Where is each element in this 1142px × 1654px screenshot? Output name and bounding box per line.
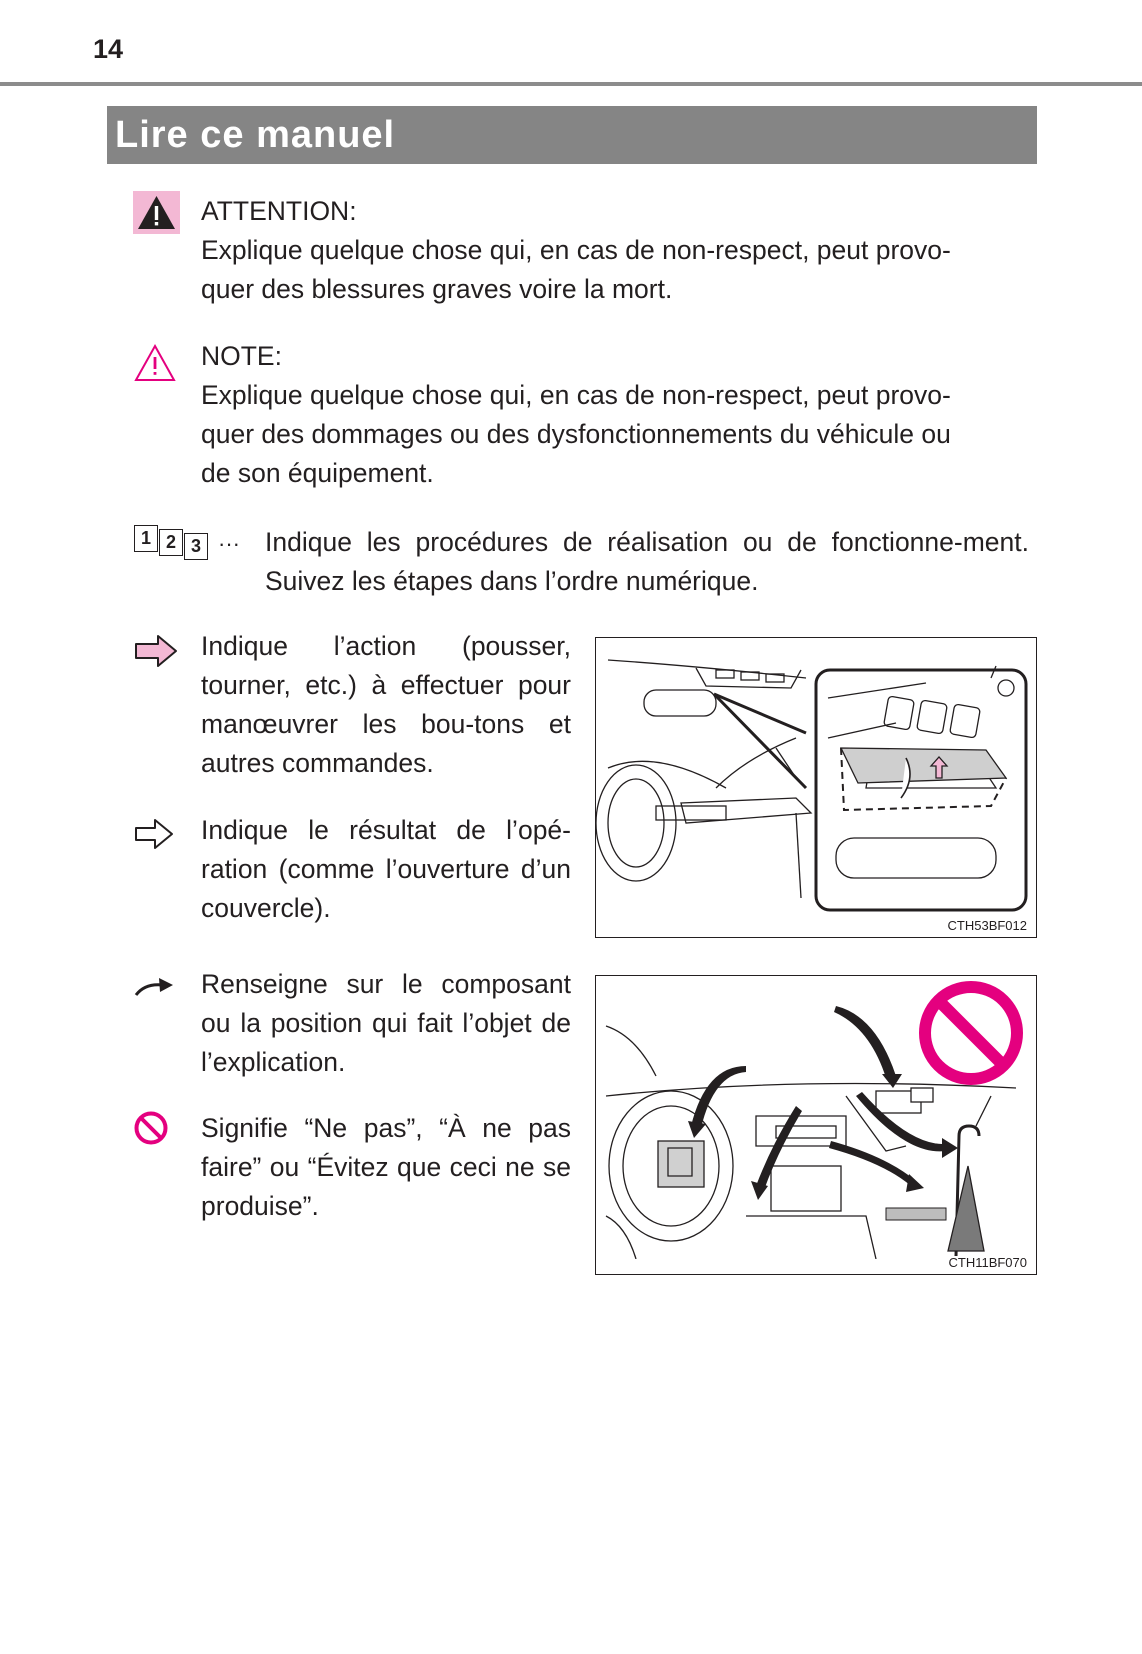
section-title-bar (107, 106, 1037, 164)
result-arrow-icon (133, 817, 175, 851)
note-icon (133, 343, 177, 383)
figure-dashboard-prohibited (595, 975, 1037, 1275)
note-line-1: Explique quelque chose qui, en cas de non-respect, peut provo- (201, 380, 951, 410)
prohibited-icon (133, 1110, 169, 1146)
component-arrow-icon (133, 975, 175, 999)
step-number-3: 3 (190, 536, 201, 556)
attention-line-2: quer des blessures graves voire la mort. (201, 274, 673, 304)
page-number: 14 (93, 34, 124, 64)
note-line-3: de son équipement. (201, 458, 434, 488)
prohibited-text: Signifie “Ne pas”, “À ne pas faire” ou “Évitez que ceci ne se produise”. (201, 1113, 571, 1221)
warning-icon (133, 191, 180, 234)
figure-2-code: CTH11BF070 (948, 1255, 1027, 1270)
action-arrow-icon (133, 633, 179, 669)
step-box-1 (134, 525, 158, 552)
note-line-2: quer des dommages ou des dysfonctionnements du véhicule ou (201, 419, 951, 449)
attention-heading: ATTENTION: (201, 196, 357, 226)
header-rule (0, 82, 1142, 86)
dashboard-illustration (596, 976, 1035, 1259)
step-box-2 (159, 529, 183, 556)
component-text: Renseigne sur le composant ou la position qui fait l’objet de l’explication. (201, 969, 571, 1077)
step-number-1: 1 (140, 528, 151, 548)
steps-text: Indique les procédures de réalisation ou de fonctionne-ment. Suivez les étapes dans l’ordre numérique. (265, 527, 1029, 596)
attention-line-1: Explique quelque chose qui, en cas de non-respect, peut provo- (201, 235, 951, 265)
note-heading: NOTE: (201, 341, 282, 371)
step-box-3 (184, 533, 208, 560)
action-text: Indique l’action (pousser, tourner, etc.) à effectuer pour manœuvrer les bou-tons et autres commandes. (201, 631, 571, 778)
figure-1-code: CTH53BF012 (947, 918, 1027, 933)
result-text: Indique le résultat de l’opé-ration (comme l’ouverture d’un couvercle). (201, 815, 571, 923)
overhead-console-illustration (596, 638, 1035, 921)
steps-icon (134, 525, 218, 561)
step-number-2: 2 (165, 532, 176, 552)
figure-overhead-console (595, 637, 1037, 938)
steps-dots: ··· (218, 531, 240, 556)
section-title: Lire ce manuel (115, 114, 396, 156)
